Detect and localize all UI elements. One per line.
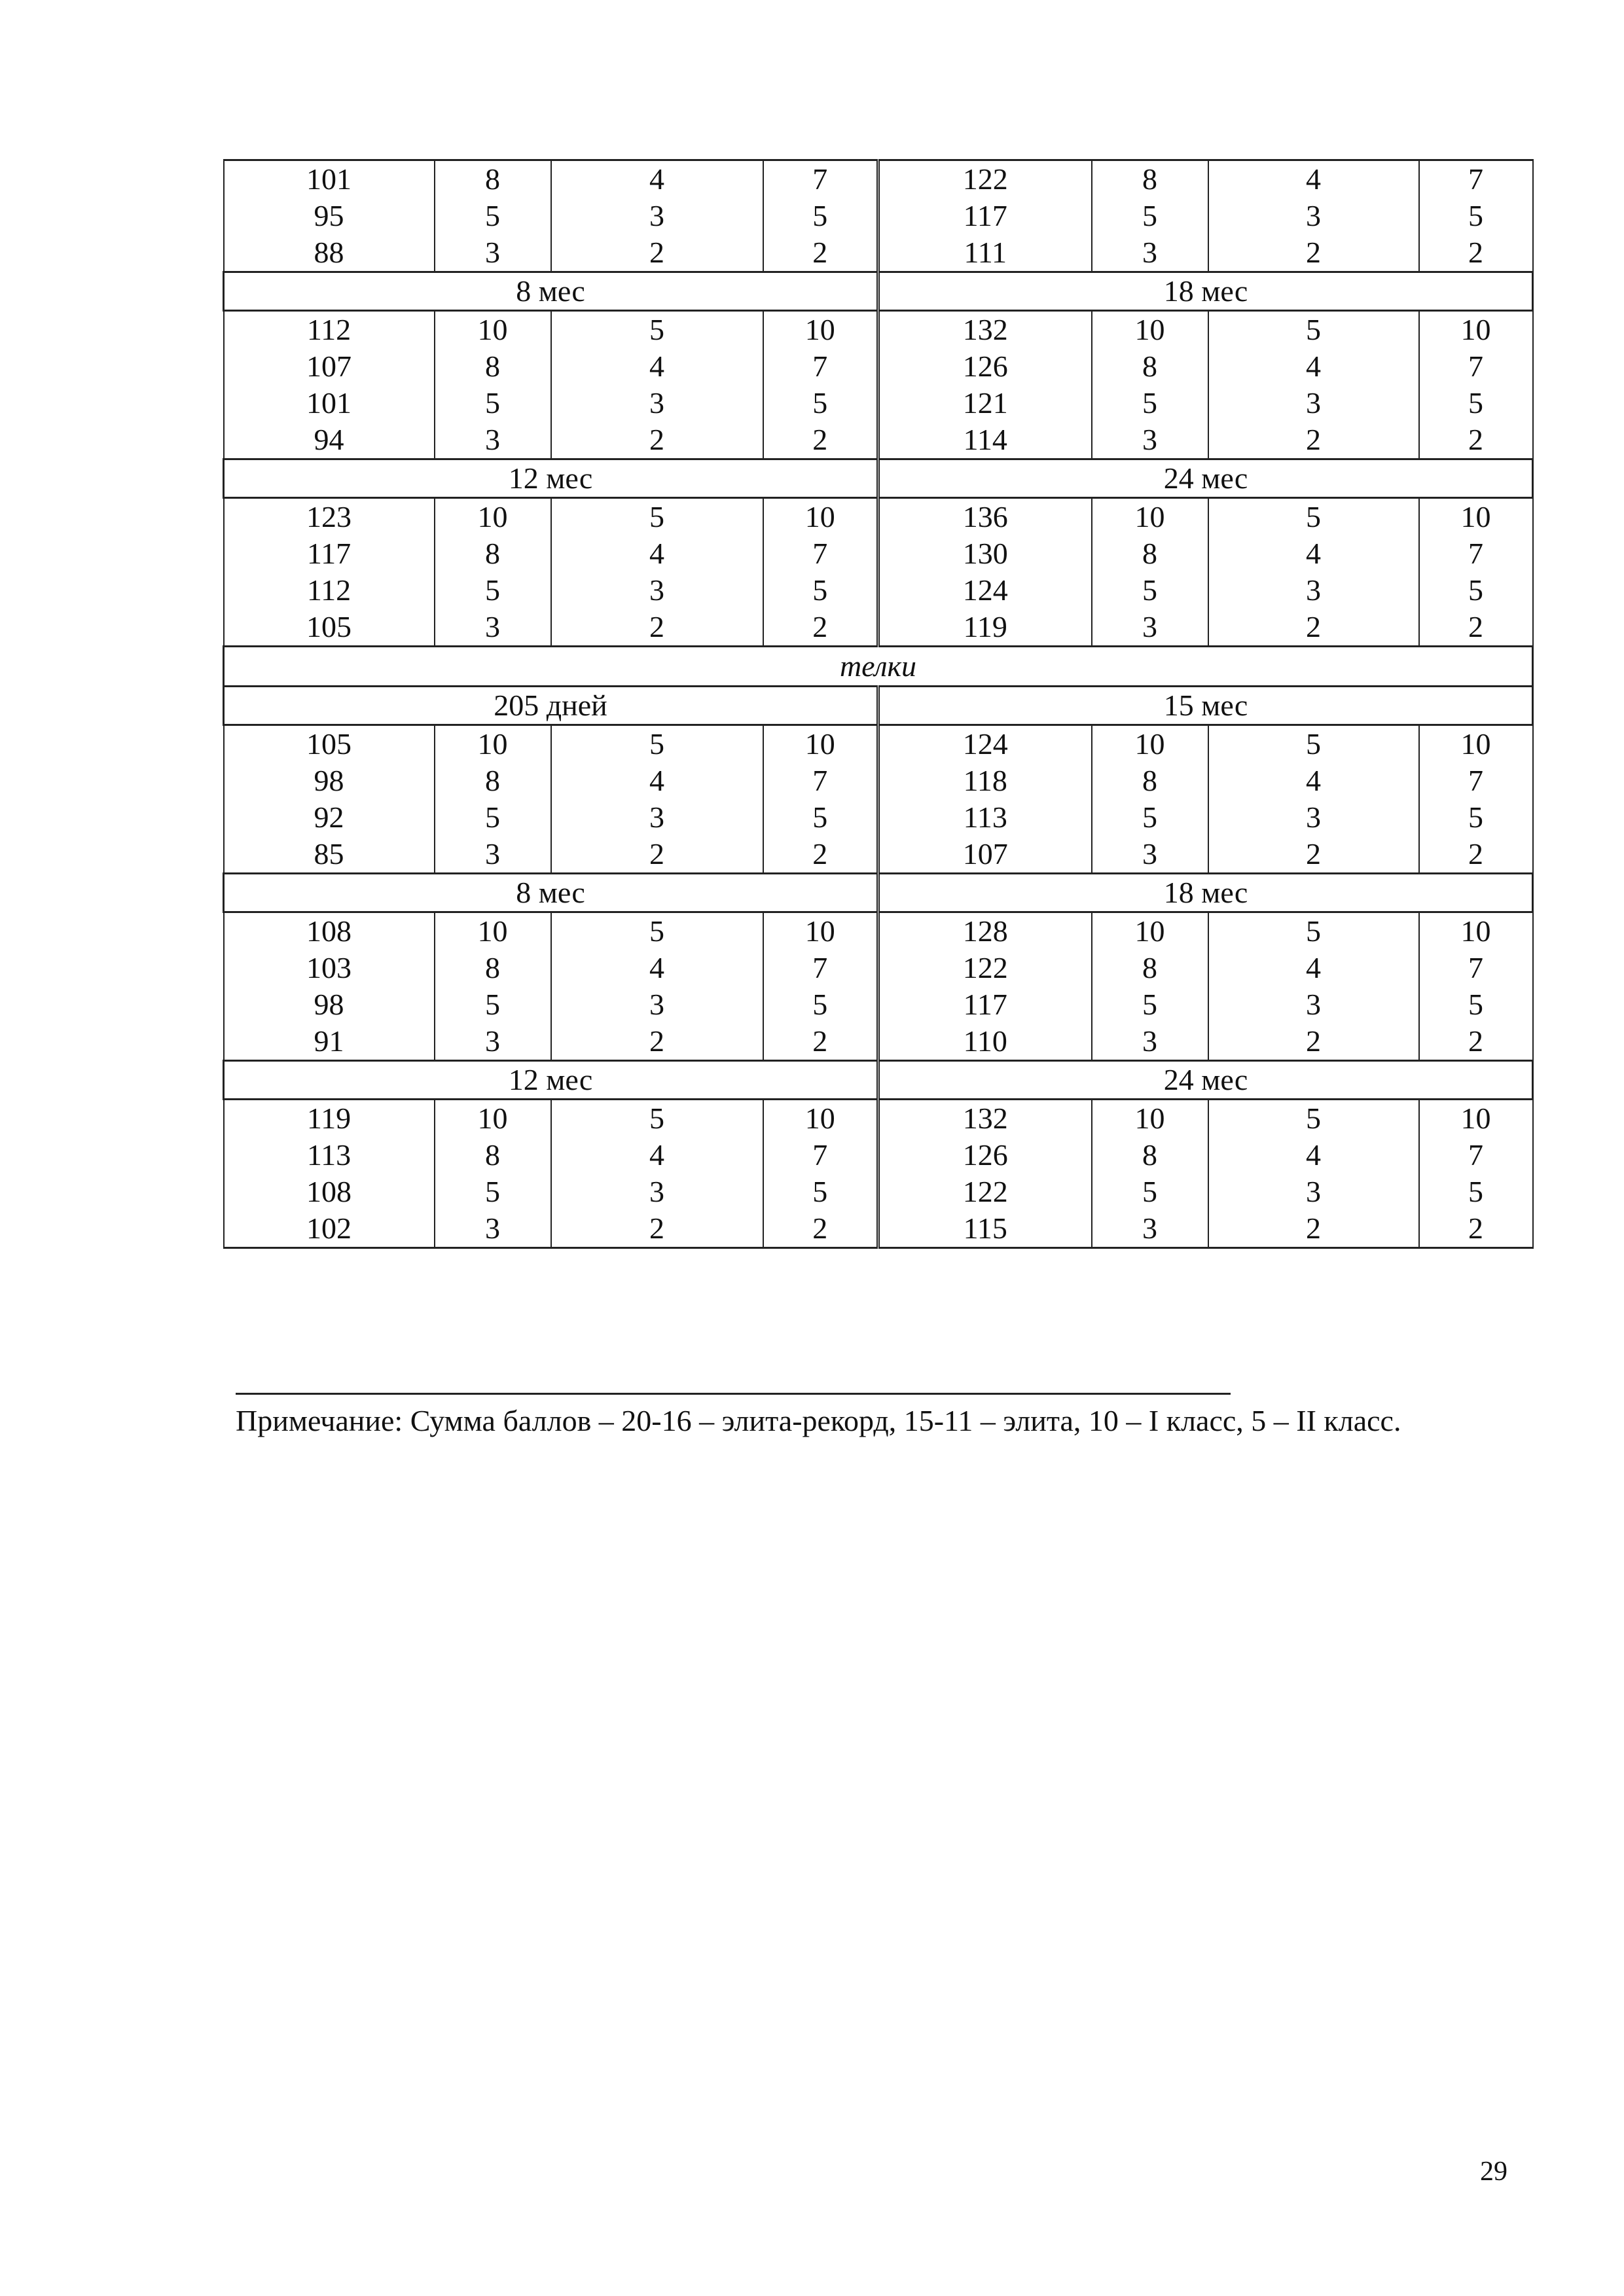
scoring-table-body	[224, 160, 1533, 1248]
table-cell: 4	[551, 535, 763, 572]
table-cell: 3	[435, 1210, 551, 1248]
table-cell: 5	[435, 799, 551, 836]
table-cell: 124	[878, 725, 1092, 763]
table-cell: 7	[763, 950, 878, 986]
table-row	[224, 762, 1533, 799]
period-header-row	[224, 1061, 1533, 1100]
table-cell: 2	[763, 234, 878, 272]
table-cell: 108	[224, 1174, 435, 1210]
table-cell: 7	[1419, 762, 1533, 799]
table-row	[224, 1137, 1533, 1174]
table-cell: 5	[1208, 725, 1419, 763]
table-row	[224, 385, 1533, 422]
period-label-left: 12 мес	[224, 1061, 878, 1100]
table-cell: 130	[878, 535, 1092, 572]
table-cell: 5	[1092, 385, 1208, 422]
table-cell: 5	[1208, 311, 1419, 349]
table-cell: 5	[1092, 799, 1208, 836]
table-cell: 4	[1208, 535, 1419, 572]
table-cell: 10	[1092, 725, 1208, 763]
period-header-row	[224, 459, 1533, 498]
table-cell: 3	[435, 234, 551, 272]
table-cell: 10	[1419, 725, 1533, 763]
table-cell: 101	[224, 385, 435, 422]
table-cell: 2	[1208, 422, 1419, 459]
table-cell: 3	[1092, 836, 1208, 874]
table-cell: 94	[224, 422, 435, 459]
table-row	[224, 1100, 1533, 1138]
table-cell: 8	[435, 348, 551, 385]
table-cell: 3	[1092, 422, 1208, 459]
table-cell: 10	[1092, 311, 1208, 349]
table-cell: 8	[1092, 348, 1208, 385]
table-cell: 8	[435, 160, 551, 198]
table-cell: 2	[551, 836, 763, 874]
table-cell: 5	[1419, 986, 1533, 1023]
table-cell: 2	[1419, 1023, 1533, 1061]
table-cell: 128	[878, 912, 1092, 950]
table-row	[224, 311, 1533, 349]
table-cell: 10	[763, 1100, 878, 1138]
table-cell: 105	[224, 609, 435, 647]
table-cell: 4	[1208, 1137, 1419, 1174]
table-cell: 10	[763, 912, 878, 950]
table-row	[224, 348, 1533, 385]
table-cell: 119	[878, 609, 1092, 647]
table-cell: 4	[1208, 950, 1419, 986]
section-header-row	[224, 647, 1533, 687]
table-cell: 88	[224, 234, 435, 272]
table-cell: 10	[435, 912, 551, 950]
table-cell: 7	[763, 762, 878, 799]
page-number: 29	[1480, 2157, 1507, 2187]
table-cell: 101	[224, 160, 435, 198]
table-cell: 119	[224, 1100, 435, 1138]
table-row	[224, 234, 1533, 272]
table-cell: 2	[1208, 234, 1419, 272]
table-cell: 7	[1419, 348, 1533, 385]
table-cell: 5	[1092, 1174, 1208, 1210]
table-cell: 5	[1092, 198, 1208, 234]
table-cell: 5	[1208, 912, 1419, 950]
table-row	[224, 1174, 1533, 1210]
table-cell: 103	[224, 950, 435, 986]
period-label-right: 24 мес	[878, 459, 1533, 498]
table-cell: 10	[1092, 498, 1208, 536]
table-cell: 5	[435, 1174, 551, 1210]
table-cell: 112	[224, 572, 435, 609]
table-cell: 5	[763, 1174, 878, 1210]
table-cell: 8	[435, 1137, 551, 1174]
table-cell: 10	[435, 725, 551, 763]
period-header-row	[224, 687, 1533, 725]
table-cell: 7	[763, 1137, 878, 1174]
table-cell: 2	[1419, 422, 1533, 459]
table-cell: 10	[435, 1100, 551, 1138]
table-cell: 98	[224, 986, 435, 1023]
table-cell: 4	[551, 950, 763, 986]
table-cell: 8	[1092, 1137, 1208, 1174]
table-cell: 7	[763, 160, 878, 198]
table-cell: 112	[224, 311, 435, 349]
table-cell: 10	[1419, 912, 1533, 950]
table-cell: 8	[1092, 762, 1208, 799]
table-cell: 110	[878, 1023, 1092, 1061]
table-cell: 10	[763, 311, 878, 349]
table-cell: 3	[1208, 799, 1419, 836]
table-cell: 113	[878, 799, 1092, 836]
table-cell: 8	[1092, 160, 1208, 198]
period-header-row	[224, 272, 1533, 311]
table-cell: 5	[551, 311, 763, 349]
table-row	[224, 535, 1533, 572]
table-row	[224, 1210, 1533, 1248]
period-label-right: 15 мес	[878, 687, 1533, 725]
table-cell: 2	[551, 422, 763, 459]
table-cell: 3	[551, 799, 763, 836]
table-cell: 98	[224, 762, 435, 799]
table-cell: 132	[878, 1100, 1092, 1138]
table-row	[224, 572, 1533, 609]
table-cell: 136	[878, 498, 1092, 536]
table-cell: 5	[435, 986, 551, 1023]
table-cell: 126	[878, 1137, 1092, 1174]
table-row	[224, 836, 1533, 874]
table-cell: 5	[435, 385, 551, 422]
table-cell: 3	[435, 422, 551, 459]
table-cell: 3	[551, 385, 763, 422]
table-cell: 3	[435, 836, 551, 874]
table-cell: 5	[1419, 572, 1533, 609]
table-cell: 117	[878, 986, 1092, 1023]
period-header-row	[224, 874, 1533, 912]
table-cell: 3	[551, 572, 763, 609]
table-cell: 121	[878, 385, 1092, 422]
table-cell: 5	[551, 498, 763, 536]
table-cell: 5	[1419, 385, 1533, 422]
period-label-right: 24 мес	[878, 1061, 1533, 1100]
table-row	[224, 609, 1533, 647]
table-row	[224, 1023, 1533, 1061]
table-cell: 124	[878, 572, 1092, 609]
table-cell: 107	[224, 348, 435, 385]
table-cell: 2	[763, 1210, 878, 1248]
footnote-text: Примечание: Сумма баллов – 20-16 – элита-рекорд, 15-11 – элита, 10 – I класс, 5 – II класс.	[236, 1404, 1401, 1437]
table-cell: 10	[1419, 311, 1533, 349]
table-cell: 10	[435, 311, 551, 349]
table-cell: 5	[551, 1100, 763, 1138]
table-cell: 2	[1208, 836, 1419, 874]
table-cell: 3	[1208, 1174, 1419, 1210]
table-cell: 105	[224, 725, 435, 763]
table-cell: 10	[435, 498, 551, 536]
table-cell: 5	[763, 385, 878, 422]
table-cell: 122	[878, 160, 1092, 198]
table-cell: 5	[763, 572, 878, 609]
table-cell: 4	[1208, 160, 1419, 198]
table-cell: 2	[1419, 609, 1533, 647]
table-row	[224, 725, 1533, 763]
period-label-right: 18 мес	[878, 874, 1533, 912]
table-cell: 107	[878, 836, 1092, 874]
table-cell: 3	[1208, 385, 1419, 422]
period-label-right: 18 мес	[878, 272, 1533, 311]
period-label-left: 8 мес	[224, 874, 878, 912]
table-row	[224, 986, 1533, 1023]
table-cell: 3	[1092, 609, 1208, 647]
table-cell: 95	[224, 198, 435, 234]
table-cell: 4	[551, 1137, 763, 1174]
table-cell: 113	[224, 1137, 435, 1174]
table-cell: 5	[435, 572, 551, 609]
table-cell: 108	[224, 912, 435, 950]
table-cell: 2	[1419, 836, 1533, 874]
table-cell: 118	[878, 762, 1092, 799]
table-cell: 2	[551, 1023, 763, 1061]
table-cell: 5	[1208, 1100, 1419, 1138]
table-cell: 126	[878, 348, 1092, 385]
scoring-table	[223, 159, 1534, 1249]
table-cell: 2	[551, 234, 763, 272]
table-cell: 2	[763, 836, 878, 874]
table-cell: 2	[1208, 1023, 1419, 1061]
table-cell: 2	[551, 609, 763, 647]
table-cell: 5	[435, 198, 551, 234]
table-cell: 5	[763, 799, 878, 836]
table-cell: 85	[224, 836, 435, 874]
table-cell: 4	[551, 762, 763, 799]
table-cell: 111	[878, 234, 1092, 272]
table-cell: 4	[1208, 762, 1419, 799]
table-cell: 10	[763, 498, 878, 536]
table-cell: 5	[1419, 799, 1533, 836]
table-cell: 2	[763, 422, 878, 459]
table-cell: 3	[551, 198, 763, 234]
table-cell: 115	[878, 1210, 1092, 1248]
table-cell: 117	[224, 535, 435, 572]
table-row	[224, 950, 1533, 986]
table-cell: 132	[878, 311, 1092, 349]
table-cell: 5	[551, 725, 763, 763]
table-cell: 7	[763, 535, 878, 572]
table-row	[224, 198, 1533, 234]
table-cell: 91	[224, 1023, 435, 1061]
table-cell: 2	[1419, 1210, 1533, 1248]
table-cell: 5	[1419, 1174, 1533, 1210]
table-row	[224, 912, 1533, 950]
table-cell: 10	[1092, 1100, 1208, 1138]
table-cell: 4	[551, 348, 763, 385]
table-cell: 5	[763, 198, 878, 234]
table-cell: 122	[878, 950, 1092, 986]
table-cell: 8	[435, 762, 551, 799]
table-cell: 7	[763, 348, 878, 385]
table-cell: 2	[1208, 609, 1419, 647]
table-cell: 7	[1419, 535, 1533, 572]
table-cell: 3	[1092, 234, 1208, 272]
table-cell: 2	[763, 609, 878, 647]
table-cell: 3	[1208, 986, 1419, 1023]
table-cell: 10	[1092, 912, 1208, 950]
table-cell: 4	[551, 160, 763, 198]
period-label-left: 12 мес	[224, 459, 878, 498]
table-cell: 10	[1419, 498, 1533, 536]
table-cell: 7	[1419, 1137, 1533, 1174]
table-cell: 3	[551, 1174, 763, 1210]
table-cell: 3	[551, 986, 763, 1023]
table-cell: 122	[878, 1174, 1092, 1210]
table-row	[224, 498, 1533, 536]
table-cell: 5	[1092, 986, 1208, 1023]
table-cell: 3	[1092, 1023, 1208, 1061]
table-cell: 5	[1208, 498, 1419, 536]
table-row	[224, 422, 1533, 459]
table-cell: 3	[1208, 198, 1419, 234]
table-cell: 114	[878, 422, 1092, 459]
table-cell: 2	[763, 1023, 878, 1061]
table-cell: 5	[763, 986, 878, 1023]
table-cell: 3	[435, 609, 551, 647]
table-row	[224, 160, 1533, 198]
table-cell: 8	[1092, 535, 1208, 572]
table-cell: 8	[1092, 950, 1208, 986]
period-label-left: 205 дней	[224, 687, 878, 725]
table-cell: 102	[224, 1210, 435, 1248]
table-cell: 5	[551, 912, 763, 950]
table-cell: 117	[878, 198, 1092, 234]
table-cell: 10	[1419, 1100, 1533, 1138]
table-cell: 3	[1208, 572, 1419, 609]
period-label-left: 8 мес	[224, 272, 878, 311]
table-cell: 7	[1419, 950, 1533, 986]
table-cell: 7	[1419, 160, 1533, 198]
table-cell: 10	[763, 725, 878, 763]
table-cell: 8	[435, 950, 551, 986]
table-cell: 4	[1208, 348, 1419, 385]
table-cell: 2	[551, 1210, 763, 1248]
footnote-divider	[236, 1393, 1231, 1395]
table-cell: 3	[1092, 1210, 1208, 1248]
table-cell: 8	[435, 535, 551, 572]
table-cell: 92	[224, 799, 435, 836]
table-cell: 5	[1419, 198, 1533, 234]
section-label: телки	[224, 647, 1533, 687]
table-cell: 2	[1419, 234, 1533, 272]
table-row	[224, 799, 1533, 836]
table-cell: 5	[1092, 572, 1208, 609]
table-cell: 3	[435, 1023, 551, 1061]
table-cell: 123	[224, 498, 435, 536]
table-cell: 2	[1208, 1210, 1419, 1248]
